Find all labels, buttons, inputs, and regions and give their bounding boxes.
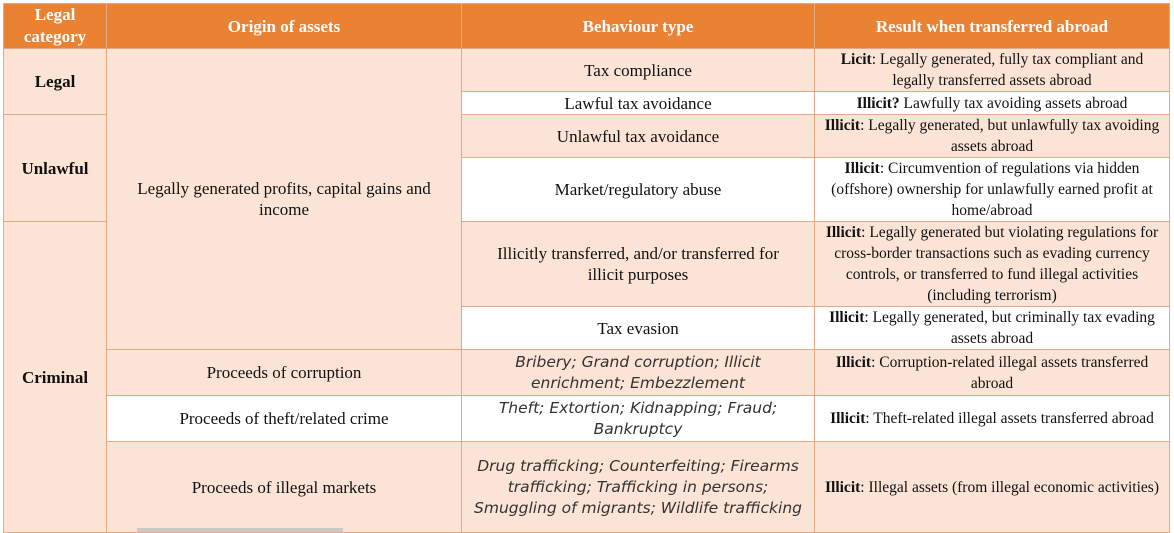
result-cell (815, 92, 1170, 115)
header-behaviour-type: Behaviour type (462, 4, 815, 49)
origin-corruption: Proceeds of corruption (107, 350, 462, 396)
behaviour-cell: Theft; Extortion; Kidnapping; Fraud; Bankruptcy (462, 396, 815, 442)
origin-legally-generated: Legally generated profits, capital gains and income (107, 49, 462, 350)
behaviour-cell: Illicitly transferred, and/or transferred for illicit purposes (462, 222, 815, 307)
behaviour-cell: Tax compliance (462, 49, 815, 92)
category-unlawful: Unlawful (4, 115, 107, 222)
asset-classification-table (3, 3, 1170, 533)
result-text: : Corruption-related illegal assets transferred abroad (871, 353, 1149, 392)
behaviour-cell: Bribery; Grand corruption; Illicit enrichment; Embezzlement (462, 350, 815, 396)
origin-theft: Proceeds of theft/related crime (107, 396, 462, 442)
result-text: : Legally generated, but criminally tax evading assets abroad (864, 309, 1155, 347)
behaviour-cell: Drug trafficking; Counterfeiting; Firearms trafficking; Trafficking in persons; Smuggling of migrants; Wildlife trafficking (462, 442, 815, 533)
result-label: Illicit (824, 117, 861, 134)
result-label: Illicit? (856, 94, 900, 112)
header-result: Result when transferred abroad (815, 4, 1170, 49)
result-text: : Legally generated, but unlawfully tax avoiding assets abroad (860, 117, 1160, 155)
table-row (4, 442, 1170, 533)
horizontal-scrollbar[interactable] (137, 528, 343, 532)
header-legal-category: Legal category (4, 4, 107, 49)
result-cell (815, 350, 1170, 396)
category-criminal: Criminal (4, 222, 107, 533)
result-text: : Legally generated, fully tax compliant and legally transferred assets abroad (871, 51, 1144, 89)
result-label: Illicit (830, 410, 866, 427)
result-text: : Theft-related illegal assets transferred abroad (865, 410, 1154, 427)
result-cell (815, 442, 1170, 533)
result-text: : Circumvention of regulations via hidden (offshore) ownership for unlawfully earned profit at home/abroad (831, 160, 1153, 219)
result-text: : Illegal assets (from illegal economic activities) (860, 478, 1159, 496)
table-row (4, 396, 1170, 442)
result-label: Illicit (844, 160, 880, 177)
result-cell (815, 307, 1170, 350)
result-cell (815, 222, 1170, 307)
result-label: Licit (840, 51, 872, 68)
result-cell (815, 49, 1170, 92)
table-row (4, 49, 1170, 92)
result-cell (815, 158, 1170, 222)
result-label: Illicit (825, 224, 862, 241)
result-text: : Legally generated but violating regulations for cross-border transactions such as evading currency controls, or transferred to fund illegal activities (including terrorism) (834, 224, 1159, 304)
category-legal: Legal (4, 49, 107, 115)
table-row (4, 350, 1170, 396)
header-row (4, 4, 1170, 49)
header-origin-of-assets: Origin of assets (107, 4, 462, 49)
behaviour-cell: Unlawful tax avoidance (462, 115, 815, 158)
behaviour-cell: Market/regulatory abuse (462, 158, 815, 222)
behaviour-cell: Tax evasion (462, 307, 815, 350)
origin-illegal-markets: Proceeds of illegal markets (107, 442, 462, 533)
result-cell (815, 396, 1170, 442)
result-label: Illicit (829, 309, 865, 326)
behaviour-cell: Lawful tax avoidance (462, 92, 815, 115)
result-label: Illicit (835, 353, 872, 371)
result-label: Illicit (824, 478, 861, 496)
result-text: Lawfully tax avoiding assets abroad (899, 94, 1128, 112)
result-cell (815, 115, 1170, 158)
